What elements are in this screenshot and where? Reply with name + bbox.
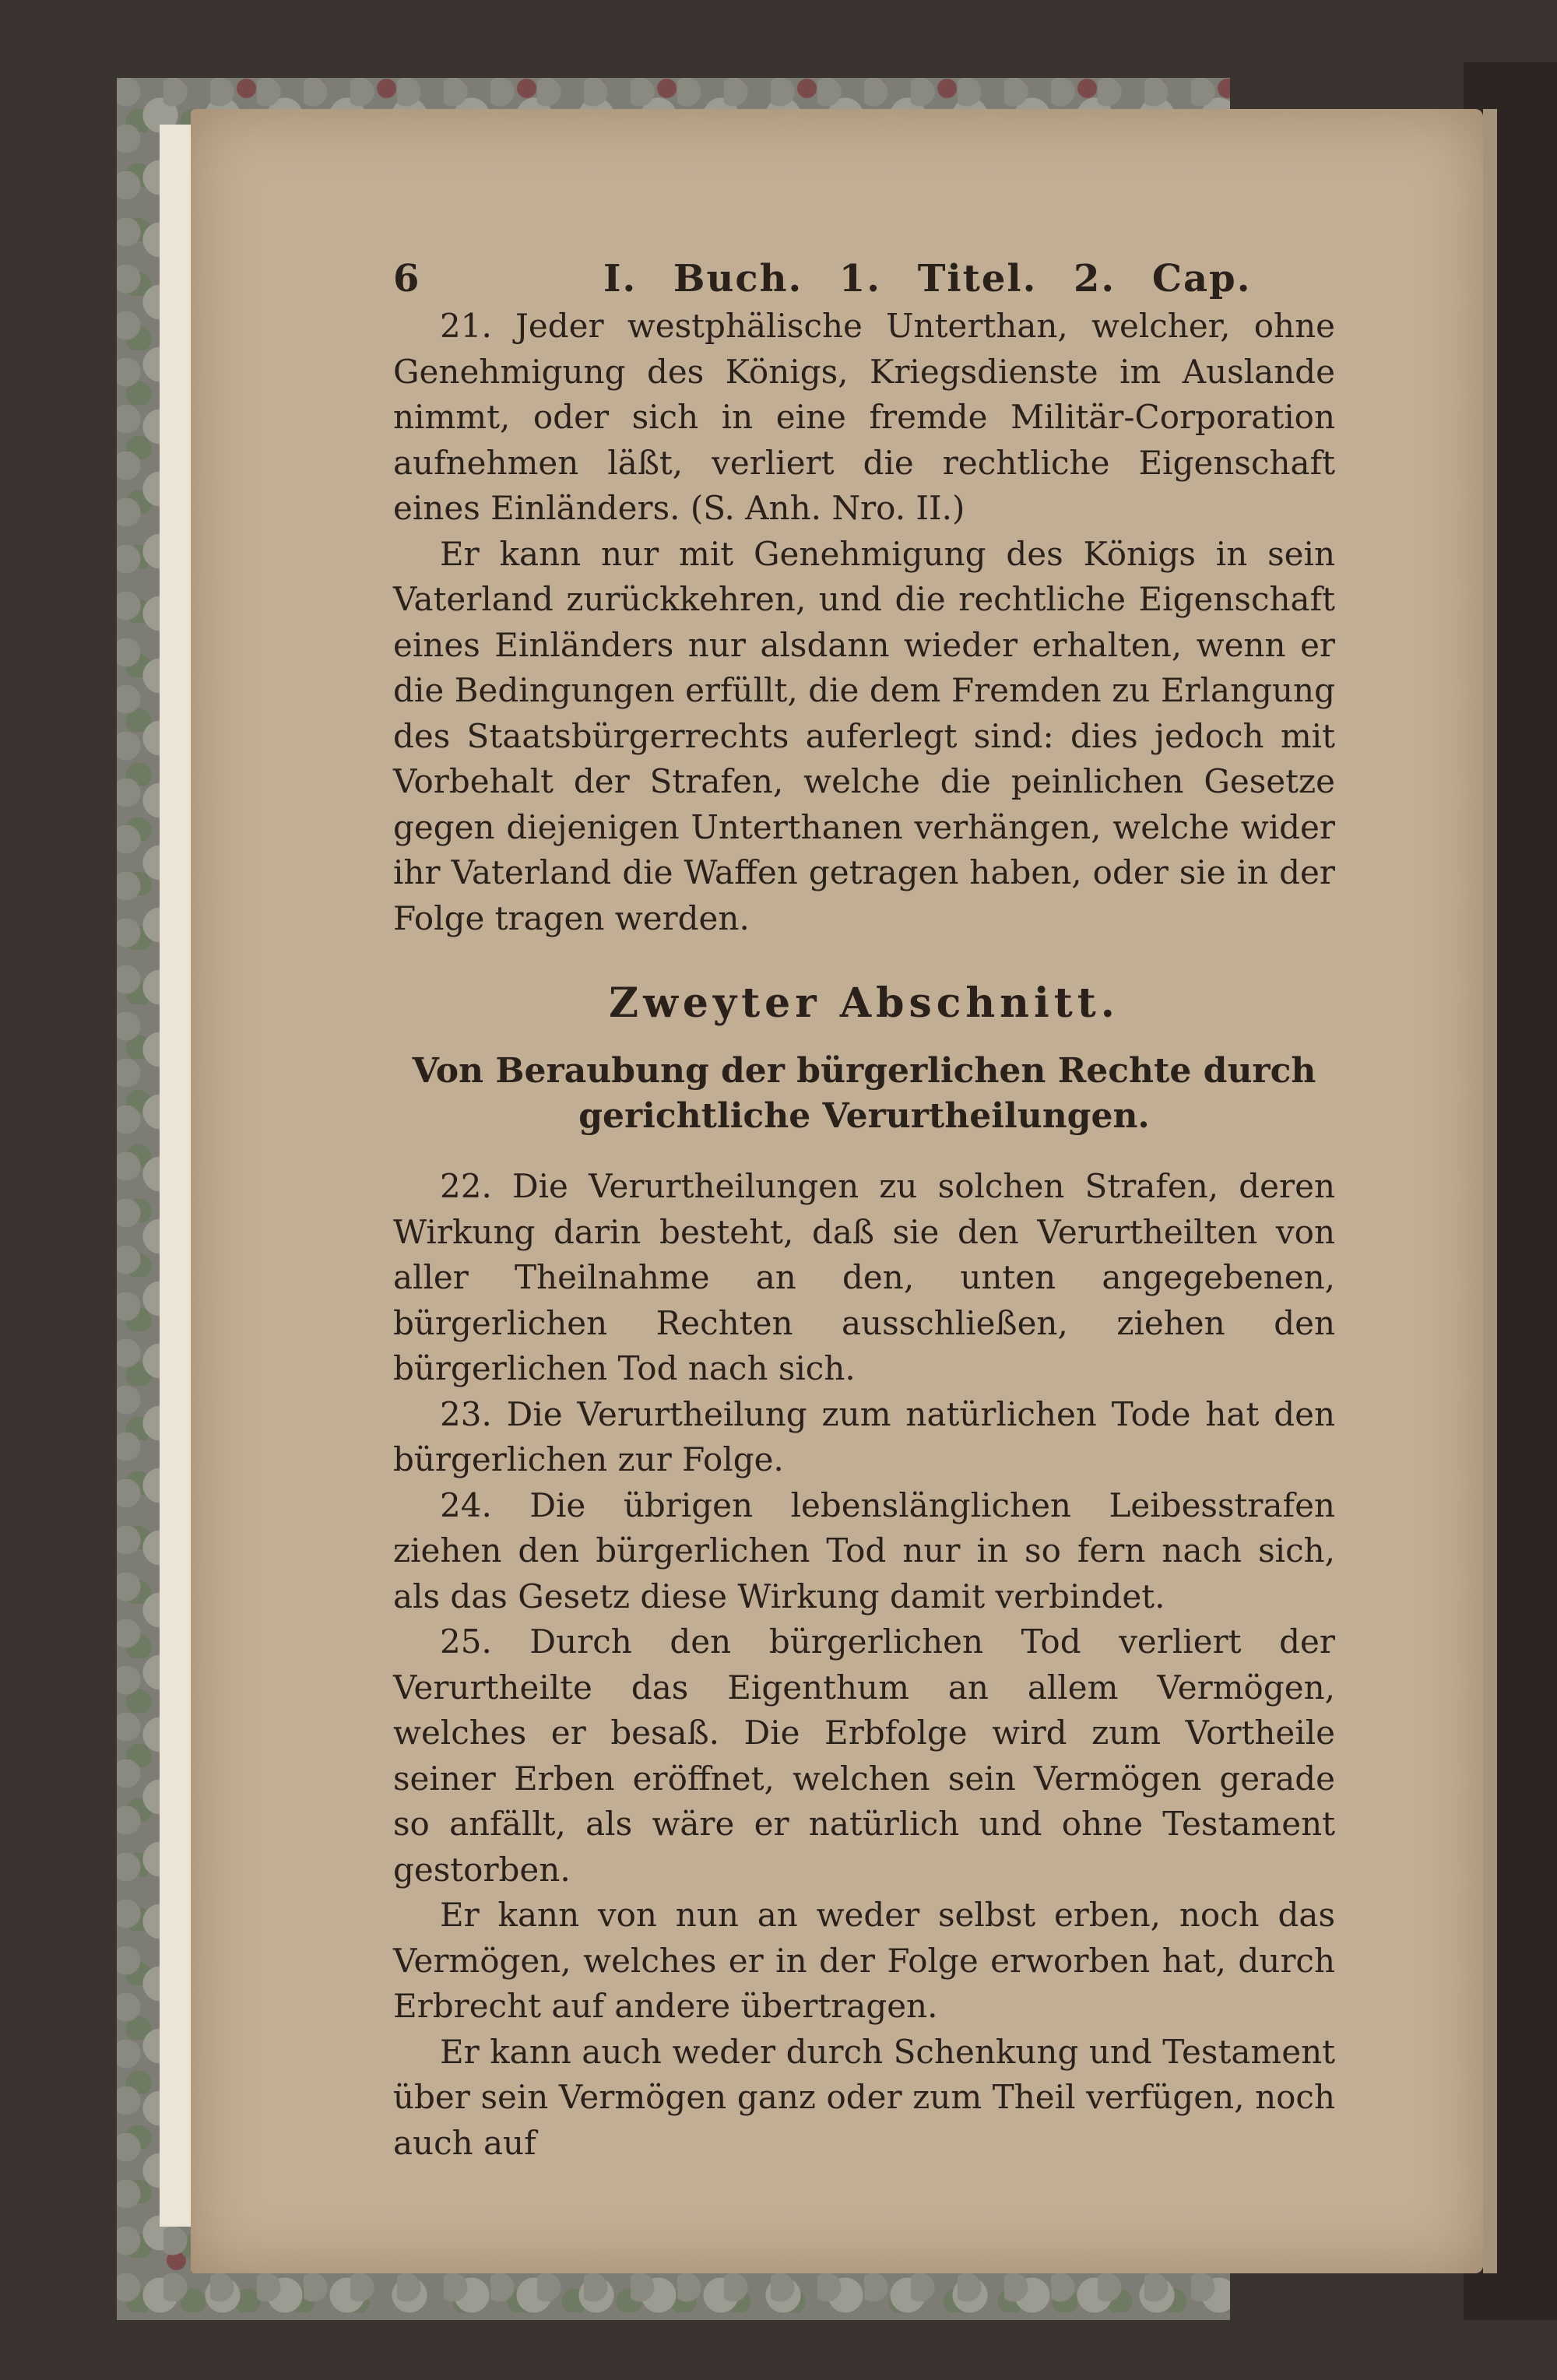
paragraph-22: 22. Die Verurtheilungen zu solchen Strafen, deren Wirkung darin besteht, daß sie den Verurtheilten von aller Theilnahme an den, unten angegebenen, bürgerlichen Rechten ausschließen, ziehen den bürgerlichen Tod nach sich. [393, 1167, 1335, 1387]
paragraph-21-continued: Er kann nur mit Genehmigung des Königs in sein Vaterland zurückkehren, und die rechtliche Eigenschaft eines Einländers nur alsdann wieder erhalten, wenn er die Bedingungen erfüllt, die dem Fremden zu Erlangung des Staatsbürgerrechts auferlegt sind: dies jedoch mit Vorbehalt der Strafen, welche die peinlichen Gesetze gegen diejenigen Unterthanen verhängen, welche wider ihr Vaterland die Waffen getragen haben, oder sie in der Folge tragen werden. [393, 534, 1335, 937]
section-subtitle: Von Beraubung der bürgerlichen Rechte durch gerichtliche Verurtheilungen. [412, 1051, 1316, 1136]
paragraph-25-continued-1: Er kann von nun an weder selbst erben, noch das Vermögen, welches er in der Folge erworben hat, durch Erbrecht auf andere übertragen. [393, 1896, 1335, 2025]
page-content [393, 257, 1335, 2166]
paragraph-25: 25. Durch den bürgerlichen Tod verliert der Verurtheilte das Eigenthum an allem Vermögen, welches er besaß. Die Erbfolge wird zum Vortheile seiner Erben eröffnet, welchen sein Vermögen gerade so anfällt, als wäre er natürlich und ohne Testament gestorben. [393, 1622, 1335, 1889]
section-title: Zweyter Abschnitt. [609, 979, 1119, 1027]
paragraph-21: 21. Jeder westphälische Unterthan, welcher, ohne Genehmigung des Königs, Kriegsdienste im Auslande nimmt, oder sich in eine fremde Militär-Corporation aufnehmen läßt, verliert die rechtliche Eigenschaft eines Einländers. (S. Anh. Nro. II.) [393, 307, 1335, 527]
page-header [393, 257, 1335, 304]
page-edge [1483, 109, 1497, 2273]
page-number: 6 [393, 257, 420, 301]
paragraph-25-continued-2: Er kann auch weder durch Schenkung und Testament über sein Vermögen ganz oder zum Theil verfügen, noch auch auf [393, 2032, 1335, 2162]
paragraph-24: 24. Die übrigen lebenslänglichen Leibesstrafen ziehen den bürgerlichen Tod nur in so fern nach sich, als das Gesetz diese Wirkung damit verbindet. [393, 1485, 1335, 1615]
running-head: I. Buch. 1. Titel. 2. Cap. [603, 257, 1252, 301]
paragraph-23: 23. Die Verurtheilung zum natürlichen Tode hat den bürgerlichen zur Folge. [393, 1394, 1335, 1478]
